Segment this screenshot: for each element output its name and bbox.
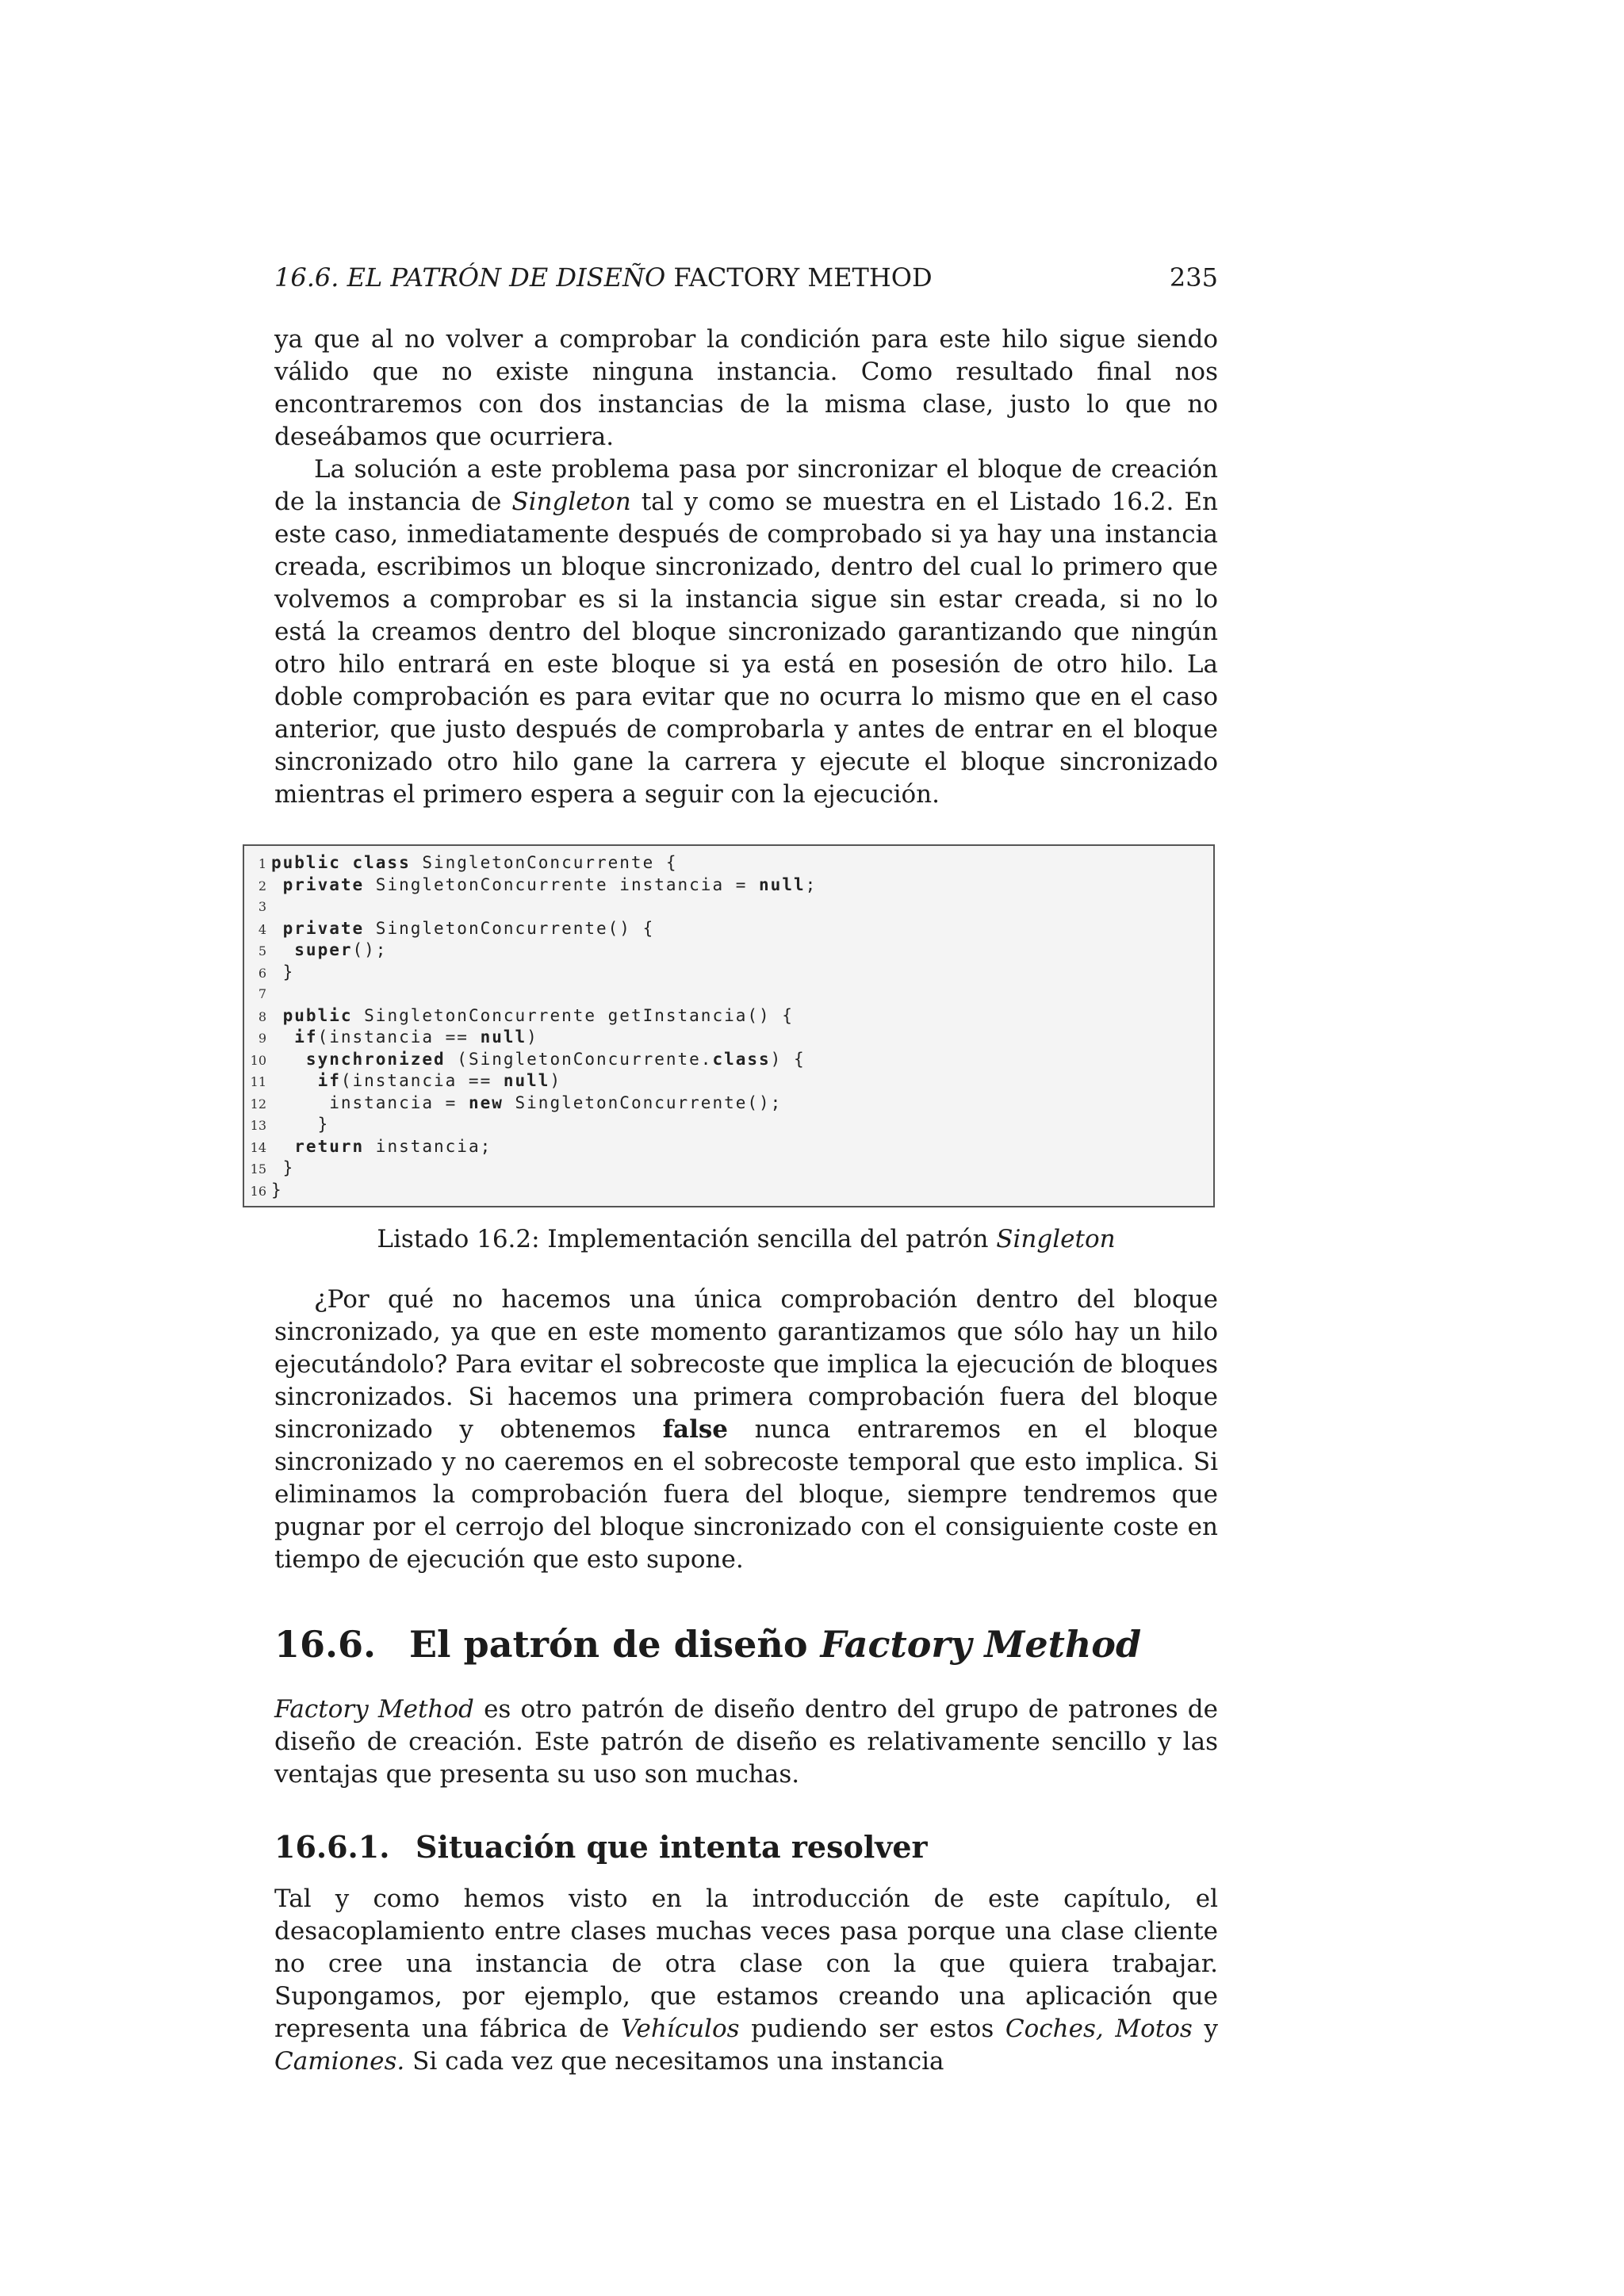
line-number: 10 [250,1052,266,1068]
code-token: } [271,1158,295,1177]
line-number: 4 [258,921,266,937]
code-token: SingletonConcurrente { [410,853,678,872]
subsection-title: Situación que intenta resolver [416,1829,928,1865]
line-number: 8 [258,1008,266,1024]
code-line [244,939,1213,962]
code-token: instancia; [364,1136,492,1156]
code-token: } [271,1180,283,1200]
paragraph-5-coches-motos: Coches, Motos [1005,2015,1193,2043]
header-title-upright: FACTORY METHOD [673,262,933,293]
code-text [271,1114,329,1136]
code-line [244,1114,1213,1136]
code-token: SingletonConcurrente(); [503,1093,783,1112]
code-line [244,1180,1213,1202]
code-text [271,918,654,940]
line-number: 13 [250,1118,266,1133]
line-number: 9 [258,1031,266,1046]
running-header [274,262,1218,293]
code-keyword: public class [271,853,411,872]
paragraph-3-bold: false [662,1415,729,1444]
code-line [244,962,1213,984]
code-token: ) [527,1027,538,1047]
code-token: ) [550,1071,562,1090]
paragraph-1: ya que al no volver a comprobar la condición para este hilo sigue siendo válido que no existe ninguna instancia. Como resultado final nos encontraremos con dos instancias de la misma clase, justo lo que no deseábamos que ocurriera. [274,325,1218,451]
paragraph-5-text-a: Tal y como hemos visto en la introducción de este capítulo, el desacoplamiento entre clases muchas veces pasa porque una clase cliente no cree una instancia de otra clase con la que quiera trabajar. Supongamos, por ejemplo, que estamos creando una aplicación que representa una fábrica de [274,1885,1218,2043]
code-token: } [271,1115,330,1134]
code-text [271,1005,794,1027]
code-keyword: new [468,1093,504,1112]
section-number: 16.6. [274,1623,377,1666]
subsection-number: 16.6.1. [274,1829,390,1865]
code-keyword: if [271,1071,341,1090]
code-text [271,1180,283,1202]
paragraph-4 [274,1693,1218,1791]
line-number: 2 [258,878,266,894]
paragraph-3-text-b: nunca entraremos en el bloque sincronizado y no caeremos en el sobrecoste temporal que esto implica. Si eliminamos la comprobación fuera del bloque, siempre tendremos que pugnar por el cerrojo del bloque sincronizado con el consiguiente coste en tiempo de ejecución que esto supone. [274,1415,1218,1574]
line-number: 14 [250,1139,266,1155]
paragraph-5-vehiculos: Vehículos [620,2015,740,2043]
code-line [244,896,1213,918]
line-number: 15 [250,1161,266,1177]
code-keyword: super [271,940,353,959]
header-title-italic: 16.6. EL PATRÓN DE DISEÑO [274,262,666,293]
code-token: instancia = [271,1093,469,1112]
code-text [271,1136,492,1158]
page-number: 235 [1169,262,1218,293]
line-number: 3 [258,899,266,914]
code-token: SingletonConcurrente getInstancia() { [352,1005,794,1025]
code-token: SingletonConcurrente instancia = [364,874,760,894]
caption-text: Listado 16.2: Implementación sencilla del patrón [377,1225,997,1253]
line-number: 16 [250,1183,266,1199]
header-title [274,262,933,293]
code-text [271,1070,561,1093]
paragraph-3-text-a: ¿Por qué no hacemos una única comprobación dentro del bloque sincronizado, ya que en este momento garantizamos que sólo hay un hilo ejecutándolo? Para evitar el sobrecoste que implica la ejecución de bloques sincronizados. Si hacemos una primera comprobación fuera del bloque sincronizado y obtenemos [274,1285,1218,1444]
code-token: (); [352,940,388,959]
subsection-heading [274,1829,1218,1866]
paragraph-5-camiones: Camiones. [274,2047,405,2076]
code-keyword: null [480,1027,527,1047]
code-keyword: class [712,1049,771,1069]
code-line [244,874,1213,897]
code-keyword: private [271,918,365,938]
line-number: 7 [258,986,266,1001]
code-text [271,962,294,984]
paragraph-5-text-b: pudiendo ser estos [739,2015,1005,2043]
line-number: 1 [258,856,266,871]
code-line [244,1158,1213,1180]
code-text [271,1027,538,1049]
code-line [244,983,1213,1005]
code-text [271,852,678,874]
paragraph-2-text-a: La solución a este problema pasa por sincronizar el bloque de creación de la instancia de [274,455,1218,516]
code-listing [243,844,1215,1207]
code-text [271,874,817,897]
paragraph-4-text: es otro patrón de diseño dentro del grupo de patrones de diseño de creación. Este patrón de diseño es relativamente sencillo y las ventajas que presenta su uso son muchas. [274,1695,1218,1789]
paragraph-5-text-d: Si cada vez que necesitamos una instancia [404,2047,944,2076]
code-line [244,1136,1213,1158]
line-number: 11 [250,1074,266,1089]
section-title-italic: Factory Method [820,1623,1142,1666]
paragraph-3 [274,1284,1218,1576]
code-line [244,1049,1213,1071]
code-line [244,852,1213,874]
paragraph-5 [274,1883,1218,2078]
code-keyword: return [271,1136,365,1156]
section-title: El patrón de diseño [409,1623,821,1666]
code-line [244,918,1213,940]
code-text [271,1158,294,1180]
line-number: 6 [258,965,266,981]
code-keyword: null [503,1071,550,1090]
code-token: (instancia == [340,1071,504,1090]
code-keyword: public [271,1005,353,1025]
code-keyword: synchronized [271,1049,446,1069]
line-number: 5 [258,943,266,959]
code-text [271,1049,806,1071]
paragraph-2 [274,453,1218,811]
listing-caption [274,1223,1218,1255]
code-token: ) { [770,1049,806,1069]
code-line [244,1093,1213,1115]
code-keyword: null [759,874,806,894]
paragraph-2-singleton: Singleton [511,488,631,516]
caption-italic: Singleton [996,1225,1116,1253]
code-line [244,1027,1213,1049]
code-line [244,1070,1213,1093]
code-keyword: if [271,1027,318,1047]
code-keyword: private [271,874,365,894]
paragraph-2-text-b: tal y como se muestra en el Listado 16.2. En este caso, inmediatamente después de comprobado si ya hay una instancia creada, escribimos un bloque sincronizado, dentro del cual lo primero que volvemos a comprobar es si la instancia sigue sin estar creada, si no lo está la creamos dentro del bloque sincronizado garantizando que ningún otro hilo entrará en este bloque si ya está en posesión de otro hilo. La doble comprobación es para evitar que no ocurra lo mismo que en el caso anterior, que justo después de comprobarla y antes de entrar en el bloque sincronizado otro hilo gane la carrera y ejecute el bloque sincronizado mientras el primero espera a seguir con la ejecución. [274,488,1218,809]
code-line [244,1005,1213,1027]
paragraph-5-text-c: y [1192,2015,1218,2043]
code-text [271,1093,782,1115]
paragraph-4-italic: Factory Method [274,1695,474,1724]
section-heading [274,1622,1218,1667]
code-token: (SingletonConcurrente. [445,1049,713,1069]
code-text [271,939,387,962]
book-page [250,262,1218,2078]
line-number: 12 [250,1096,266,1112]
code-token: SingletonConcurrente() { [364,918,655,938]
code-token: (instancia == [317,1027,481,1047]
code-token: ; [805,874,818,894]
code-token: } [271,962,295,982]
